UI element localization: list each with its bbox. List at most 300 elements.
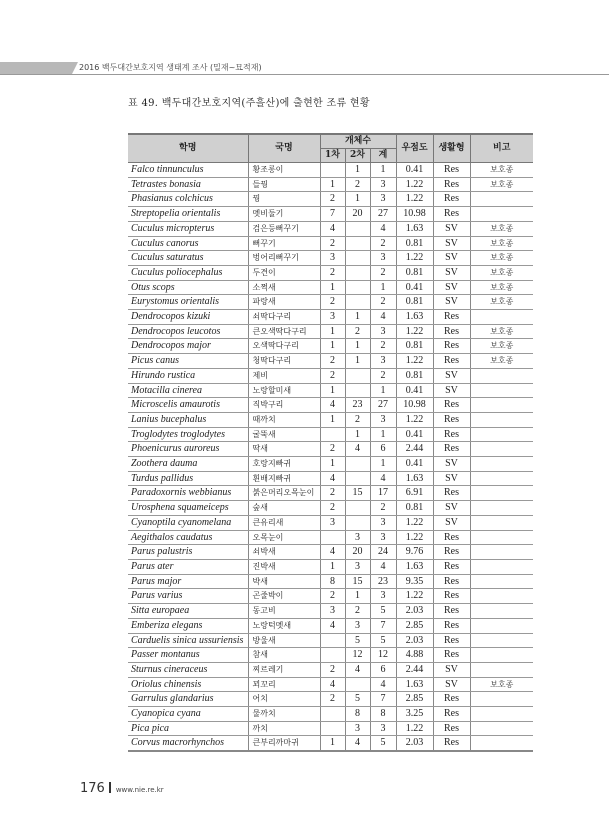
page-number: 176 bbox=[80, 781, 105, 796]
korean-name-cell: 소쩍새 bbox=[248, 280, 320, 295]
second-count-cell bbox=[345, 457, 370, 472]
korean-name-cell: 큰부리까마귀 bbox=[248, 736, 320, 751]
running-title: 2016 백두대간보호지역 생태계 조사 (밀재~묘적재) bbox=[79, 63, 262, 72]
dominance-cell: 1.63 bbox=[396, 310, 433, 325]
scientific-name-cell: Cyanopica cyana bbox=[128, 707, 248, 722]
dominance-cell: 1.22 bbox=[396, 515, 433, 530]
second-count-cell: 1 bbox=[345, 192, 370, 207]
life-form-cell: Res bbox=[433, 559, 470, 574]
second-count-cell: 4 bbox=[345, 662, 370, 677]
table-row bbox=[128, 221, 533, 236]
first-count-cell: 4 bbox=[320, 398, 345, 413]
dominance-cell: 10.98 bbox=[396, 398, 433, 413]
korean-name-cell: 큰유리새 bbox=[248, 515, 320, 530]
table-row bbox=[128, 457, 533, 472]
total-count-cell: 3 bbox=[370, 177, 396, 192]
table-row bbox=[128, 398, 533, 413]
scientific-name-cell: Zoothera dauma bbox=[128, 457, 248, 472]
second-count-cell bbox=[345, 383, 370, 398]
first-count-cell: 2 bbox=[320, 265, 345, 280]
dominance-cell: 1.22 bbox=[396, 589, 433, 604]
korean-name-cell: 숲새 bbox=[248, 501, 320, 516]
scientific-name-cell: Garrulus glandarius bbox=[128, 692, 248, 707]
total-count-cell: 23 bbox=[370, 574, 396, 589]
first-count-cell: 4 bbox=[320, 545, 345, 560]
table-row bbox=[128, 339, 533, 354]
dominance-cell: 1.22 bbox=[396, 721, 433, 736]
life-form-cell: SV bbox=[433, 221, 470, 236]
table-row bbox=[128, 265, 533, 280]
second-count-cell: 15 bbox=[345, 574, 370, 589]
second-count-cell bbox=[345, 236, 370, 251]
header-life-form: 생활형 bbox=[433, 134, 470, 163]
header-second: 2차 bbox=[345, 149, 370, 163]
second-count-cell: 1 bbox=[345, 339, 370, 354]
remark-cell bbox=[470, 368, 533, 383]
remark-cell: 보호종 bbox=[470, 354, 533, 369]
korean-name-cell: 청딱다구리 bbox=[248, 354, 320, 369]
remark-cell bbox=[470, 692, 533, 707]
header-band bbox=[0, 62, 72, 74]
dominance-cell: 0.41 bbox=[396, 280, 433, 295]
total-count-cell: 2 bbox=[370, 368, 396, 383]
second-count-cell bbox=[345, 221, 370, 236]
first-count-cell: 1 bbox=[320, 339, 345, 354]
remark-cell bbox=[470, 486, 533, 501]
korean-name-cell: 쇠박새 bbox=[248, 545, 320, 560]
second-count-cell: 2 bbox=[345, 324, 370, 339]
scientific-name-cell: Cuculus canorus bbox=[128, 236, 248, 251]
bird-table bbox=[128, 133, 533, 752]
scientific-name-cell: Cuculus saturatus bbox=[128, 251, 248, 266]
header-scientific-name: 학명 bbox=[128, 134, 248, 163]
total-count-cell: 17 bbox=[370, 486, 396, 501]
dominance-cell: 9.35 bbox=[396, 574, 433, 589]
total-count-cell: 2 bbox=[370, 236, 396, 251]
dominance-cell: 1.63 bbox=[396, 677, 433, 692]
footer-url: www.nie.re.kr bbox=[115, 786, 164, 794]
second-count-cell bbox=[345, 368, 370, 383]
scientific-name-cell: Cyanoptila cyanomelana bbox=[128, 515, 248, 530]
total-count-cell: 5 bbox=[370, 736, 396, 751]
table-row bbox=[128, 442, 533, 457]
korean-name-cell: 굴뚝새 bbox=[248, 427, 320, 442]
remark-cell: 보호종 bbox=[470, 280, 533, 295]
remark-cell: 보호종 bbox=[470, 677, 533, 692]
first-count-cell: 1 bbox=[320, 559, 345, 574]
remark-cell bbox=[470, 574, 533, 589]
scientific-name-cell: Tetrastes bonasia bbox=[128, 177, 248, 192]
remark-cell: 보호종 bbox=[470, 163, 533, 178]
footer-divider bbox=[109, 782, 111, 793]
table-row bbox=[128, 427, 533, 442]
second-count-cell bbox=[345, 501, 370, 516]
table-row bbox=[128, 530, 533, 545]
life-form-cell: Res bbox=[433, 574, 470, 589]
header-notch bbox=[72, 62, 78, 74]
dominance-cell: 1.22 bbox=[396, 251, 433, 266]
scientific-name-cell: Dendrocopos major bbox=[128, 339, 248, 354]
remark-cell bbox=[470, 412, 533, 427]
second-count-cell: 3 bbox=[345, 721, 370, 736]
life-form-cell: Res bbox=[433, 692, 470, 707]
remark-cell bbox=[470, 398, 533, 413]
second-count-cell: 4 bbox=[345, 442, 370, 457]
dominance-cell: 2.85 bbox=[396, 618, 433, 633]
second-count-cell: 20 bbox=[345, 545, 370, 560]
scientific-name-cell: Turdus pallidus bbox=[128, 471, 248, 486]
total-count-cell: 7 bbox=[370, 618, 396, 633]
table-row bbox=[128, 677, 533, 692]
scientific-name-cell: Streptopelia orientalis bbox=[128, 207, 248, 222]
first-count-cell: 1 bbox=[320, 412, 345, 427]
total-count-cell: 8 bbox=[370, 707, 396, 722]
first-count-cell: 3 bbox=[320, 310, 345, 325]
remark-cell bbox=[470, 515, 533, 530]
scientific-name-cell: Falco tinnunculus bbox=[128, 163, 248, 178]
korean-name-cell: 호랑지빠귀 bbox=[248, 457, 320, 472]
first-count-cell: 4 bbox=[320, 677, 345, 692]
total-count-cell: 27 bbox=[370, 207, 396, 222]
total-count-cell: 1 bbox=[370, 383, 396, 398]
first-count-cell: 2 bbox=[320, 295, 345, 310]
korean-name-cell: 오색딱다구리 bbox=[248, 339, 320, 354]
total-count-cell: 3 bbox=[370, 589, 396, 604]
korean-name-cell: 꾀꼬리 bbox=[248, 677, 320, 692]
korean-name-cell: 노랑턱멧새 bbox=[248, 618, 320, 633]
korean-name-cell: 쇠딱다구리 bbox=[248, 310, 320, 325]
remark-cell bbox=[470, 736, 533, 751]
remark-cell bbox=[470, 618, 533, 633]
scientific-name-cell: Cuculus poliocephalus bbox=[128, 265, 248, 280]
second-count-cell: 4 bbox=[345, 736, 370, 751]
first-count-cell: 2 bbox=[320, 692, 345, 707]
table-row bbox=[128, 192, 533, 207]
korean-name-cell: 파랑새 bbox=[248, 295, 320, 310]
second-count-cell bbox=[345, 280, 370, 295]
total-count-cell: 1 bbox=[370, 163, 396, 178]
total-count-cell: 4 bbox=[370, 310, 396, 325]
life-form-cell: SV bbox=[433, 515, 470, 530]
dominance-cell: 0.41 bbox=[396, 163, 433, 178]
dominance-cell: 0.41 bbox=[396, 427, 433, 442]
life-form-cell: Res bbox=[433, 412, 470, 427]
total-count-cell: 2 bbox=[370, 295, 396, 310]
remark-cell bbox=[470, 207, 533, 222]
life-form-cell: Res bbox=[433, 736, 470, 751]
total-count-cell: 3 bbox=[370, 721, 396, 736]
remark-cell bbox=[470, 442, 533, 457]
dominance-cell: 1.63 bbox=[396, 221, 433, 236]
first-count-cell: 1 bbox=[320, 736, 345, 751]
remark-cell: 보호종 bbox=[470, 295, 533, 310]
table-row bbox=[128, 163, 533, 178]
second-count-cell bbox=[345, 265, 370, 280]
dominance-cell: 0.81 bbox=[396, 368, 433, 383]
total-count-cell: 2 bbox=[370, 501, 396, 516]
dominance-cell: 2.03 bbox=[396, 633, 433, 648]
total-count-cell: 3 bbox=[370, 530, 396, 545]
scientific-name-cell: Aegithalos caudatus bbox=[128, 530, 248, 545]
scientific-name-cell: Sturnus cineraceus bbox=[128, 662, 248, 677]
korean-name-cell: 황조롱이 bbox=[248, 163, 320, 178]
first-count-cell: 1 bbox=[320, 324, 345, 339]
life-form-cell: Res bbox=[433, 398, 470, 413]
second-count-cell: 3 bbox=[345, 618, 370, 633]
second-count-cell bbox=[345, 471, 370, 486]
dominance-cell: 1.22 bbox=[396, 354, 433, 369]
total-count-cell: 3 bbox=[370, 515, 396, 530]
total-count-cell: 2 bbox=[370, 265, 396, 280]
second-count-cell bbox=[345, 295, 370, 310]
dominance-cell: 3.25 bbox=[396, 707, 433, 722]
life-form-cell: SV bbox=[433, 368, 470, 383]
remark-cell: 보호종 bbox=[470, 251, 533, 266]
scientific-name-cell: Phasianus colchicus bbox=[128, 192, 248, 207]
table-row bbox=[128, 236, 533, 251]
second-count-cell: 23 bbox=[345, 398, 370, 413]
first-count-cell bbox=[320, 707, 345, 722]
life-form-cell: Res bbox=[433, 310, 470, 325]
first-count-cell: 2 bbox=[320, 589, 345, 604]
table-row bbox=[128, 648, 533, 663]
total-count-cell: 24 bbox=[370, 545, 396, 560]
remark-cell bbox=[470, 427, 533, 442]
first-count-cell bbox=[320, 648, 345, 663]
total-count-cell: 3 bbox=[370, 251, 396, 266]
life-form-cell: Res bbox=[433, 324, 470, 339]
scientific-name-cell: Picus canus bbox=[128, 354, 248, 369]
scientific-name-cell: Dendrocopos kizuki bbox=[128, 310, 248, 325]
scientific-name-cell: Hirundo rustica bbox=[128, 368, 248, 383]
total-count-cell: 6 bbox=[370, 442, 396, 457]
life-form-cell: Res bbox=[433, 545, 470, 560]
life-form-cell: SV bbox=[433, 280, 470, 295]
table-caption: 표 49. 백두대간보호지역(주흘산)에 출현한 조류 현황 bbox=[128, 98, 370, 109]
life-form-cell: Res bbox=[433, 207, 470, 222]
second-count-cell: 5 bbox=[345, 692, 370, 707]
first-count-cell bbox=[320, 721, 345, 736]
first-count-cell: 2 bbox=[320, 192, 345, 207]
remark-cell bbox=[470, 310, 533, 325]
header-first: 1차 bbox=[320, 149, 345, 163]
second-count-cell: 1 bbox=[345, 589, 370, 604]
dominance-cell: 1.22 bbox=[396, 177, 433, 192]
korean-name-cell: 꿩 bbox=[248, 192, 320, 207]
total-count-cell: 1 bbox=[370, 427, 396, 442]
first-count-cell: 4 bbox=[320, 221, 345, 236]
life-form-cell: SV bbox=[433, 677, 470, 692]
remark-cell bbox=[470, 383, 533, 398]
life-form-cell: SV bbox=[433, 265, 470, 280]
scientific-name-cell: Passer montanus bbox=[128, 648, 248, 663]
scientific-name-cell: Microscelis amaurotis bbox=[128, 398, 248, 413]
table-row bbox=[128, 545, 533, 560]
dominance-cell: 1.22 bbox=[396, 412, 433, 427]
remark-cell bbox=[470, 589, 533, 604]
korean-name-cell: 박새 bbox=[248, 574, 320, 589]
life-form-cell: Res bbox=[433, 486, 470, 501]
dominance-cell: 10.98 bbox=[396, 207, 433, 222]
korean-name-cell: 들꿩 bbox=[248, 177, 320, 192]
dominance-cell: 4.88 bbox=[396, 648, 433, 663]
second-count-cell: 5 bbox=[345, 633, 370, 648]
header-count: 개체수 bbox=[320, 134, 396, 149]
scientific-name-cell: Carduelis sinica ussuriensis bbox=[128, 633, 248, 648]
header-remark: 비고 bbox=[470, 134, 533, 163]
korean-name-cell: 멧비둘기 bbox=[248, 207, 320, 222]
table-row bbox=[128, 736, 533, 751]
remark-cell: 보호종 bbox=[470, 265, 533, 280]
remark-cell: 보호종 bbox=[470, 324, 533, 339]
life-form-cell: SV bbox=[433, 471, 470, 486]
dominance-cell: 0.41 bbox=[396, 383, 433, 398]
total-count-cell: 27 bbox=[370, 398, 396, 413]
scientific-name-cell: Lanius bucephalus bbox=[128, 412, 248, 427]
dominance-cell: 2.44 bbox=[396, 662, 433, 677]
table-row bbox=[128, 207, 533, 222]
second-count-cell: 20 bbox=[345, 207, 370, 222]
korean-name-cell: 두견이 bbox=[248, 265, 320, 280]
second-count-cell: 2 bbox=[345, 604, 370, 619]
korean-name-cell: 참새 bbox=[248, 648, 320, 663]
korean-name-cell: 제비 bbox=[248, 368, 320, 383]
second-count-cell: 2 bbox=[345, 412, 370, 427]
table-row bbox=[128, 177, 533, 192]
remark-cell bbox=[470, 501, 533, 516]
korean-name-cell: 뻐꾸기 bbox=[248, 236, 320, 251]
total-count-cell: 3 bbox=[370, 192, 396, 207]
korean-name-cell: 찌르레기 bbox=[248, 662, 320, 677]
first-count-cell: 2 bbox=[320, 662, 345, 677]
scientific-name-cell: Urosphena squameiceps bbox=[128, 501, 248, 516]
dominance-cell: 0.81 bbox=[396, 501, 433, 516]
second-count-cell bbox=[345, 515, 370, 530]
korean-name-cell: 방울새 bbox=[248, 633, 320, 648]
life-form-cell: SV bbox=[433, 383, 470, 398]
korean-name-cell: 진박새 bbox=[248, 559, 320, 574]
remark-cell bbox=[470, 192, 533, 207]
first-count-cell bbox=[320, 633, 345, 648]
dominance-cell: 2.85 bbox=[396, 692, 433, 707]
scientific-name-cell: Sitta europaea bbox=[128, 604, 248, 619]
korean-name-cell: 검은등뻐꾸기 bbox=[248, 221, 320, 236]
life-form-cell: Res bbox=[433, 707, 470, 722]
korean-name-cell: 벙어리뻐꾸기 bbox=[248, 251, 320, 266]
dominance-cell: 1.63 bbox=[396, 471, 433, 486]
table-row bbox=[128, 310, 533, 325]
table-row bbox=[128, 412, 533, 427]
table-row bbox=[128, 368, 533, 383]
life-form-cell: Res bbox=[433, 530, 470, 545]
table-row bbox=[128, 707, 533, 722]
korean-name-cell: 어치 bbox=[248, 692, 320, 707]
table-row bbox=[128, 280, 533, 295]
korean-name-cell: 큰오색딱다구리 bbox=[248, 324, 320, 339]
first-count-cell: 2 bbox=[320, 236, 345, 251]
remark-cell: 보호종 bbox=[470, 221, 533, 236]
header-dominance: 우점도 bbox=[396, 134, 433, 163]
korean-name-cell: 곤줄박이 bbox=[248, 589, 320, 604]
first-count-cell: 3 bbox=[320, 604, 345, 619]
remark-cell bbox=[470, 545, 533, 560]
korean-name-cell: 직박구리 bbox=[248, 398, 320, 413]
first-count-cell: 2 bbox=[320, 486, 345, 501]
life-form-cell: Res bbox=[433, 648, 470, 663]
remark-cell bbox=[470, 721, 533, 736]
table-body bbox=[128, 163, 533, 752]
total-count-cell: 4 bbox=[370, 221, 396, 236]
second-count-cell: 1 bbox=[345, 354, 370, 369]
first-count-cell: 1 bbox=[320, 383, 345, 398]
table-row bbox=[128, 383, 533, 398]
life-form-cell: SV bbox=[433, 501, 470, 516]
header-rule bbox=[0, 74, 609, 75]
life-form-cell: Res bbox=[433, 192, 470, 207]
scientific-name-cell: Parus palustris bbox=[128, 545, 248, 560]
total-count-cell: 3 bbox=[370, 354, 396, 369]
total-count-cell: 4 bbox=[370, 559, 396, 574]
dominance-cell: 1.22 bbox=[396, 192, 433, 207]
scientific-name-cell: Parus major bbox=[128, 574, 248, 589]
dominance-cell: 0.41 bbox=[396, 457, 433, 472]
scientific-name-cell: Parus varius bbox=[128, 589, 248, 604]
first-count-cell: 7 bbox=[320, 207, 345, 222]
dominance-cell: 0.81 bbox=[396, 295, 433, 310]
scientific-name-cell: Emberiza elegans bbox=[128, 618, 248, 633]
dominance-cell: 0.81 bbox=[396, 236, 433, 251]
scientific-name-cell: Phoenicurus auroreus bbox=[128, 442, 248, 457]
first-count-cell: 1 bbox=[320, 457, 345, 472]
scientific-name-cell: Parus ater bbox=[128, 559, 248, 574]
total-count-cell: 4 bbox=[370, 471, 396, 486]
table-row bbox=[128, 662, 533, 677]
life-form-cell: Res bbox=[433, 354, 470, 369]
dominance-cell: 1.63 bbox=[396, 559, 433, 574]
second-count-cell bbox=[345, 251, 370, 266]
dominance-cell: 6.91 bbox=[396, 486, 433, 501]
first-count-cell: 1 bbox=[320, 177, 345, 192]
life-form-cell: SV bbox=[433, 251, 470, 266]
first-count-cell bbox=[320, 427, 345, 442]
scientific-name-cell: Cuculus micropterus bbox=[128, 221, 248, 236]
remark-cell bbox=[470, 707, 533, 722]
life-form-cell: Res bbox=[433, 721, 470, 736]
table-row bbox=[128, 559, 533, 574]
total-count-cell: 6 bbox=[370, 662, 396, 677]
total-count-cell: 2 bbox=[370, 339, 396, 354]
korean-name-cell: 붉은머리오목눈이 bbox=[248, 486, 320, 501]
footer bbox=[80, 777, 164, 796]
remark-cell bbox=[470, 604, 533, 619]
total-count-cell: 12 bbox=[370, 648, 396, 663]
second-count-cell: 15 bbox=[345, 486, 370, 501]
korean-name-cell: 까치 bbox=[248, 721, 320, 736]
remark-cell: 보호종 bbox=[470, 177, 533, 192]
second-count-cell: 8 bbox=[345, 707, 370, 722]
first-count-cell: 1 bbox=[320, 280, 345, 295]
korean-name-cell: 물까치 bbox=[248, 707, 320, 722]
table-row bbox=[128, 721, 533, 736]
second-count-cell bbox=[345, 677, 370, 692]
life-form-cell: SV bbox=[433, 662, 470, 677]
life-form-cell: SV bbox=[433, 236, 470, 251]
total-count-cell: 1 bbox=[370, 280, 396, 295]
table-row bbox=[128, 295, 533, 310]
table-row bbox=[128, 604, 533, 619]
second-count-cell: 3 bbox=[345, 559, 370, 574]
scientific-name-cell: Paradoxornis webbianus bbox=[128, 486, 248, 501]
